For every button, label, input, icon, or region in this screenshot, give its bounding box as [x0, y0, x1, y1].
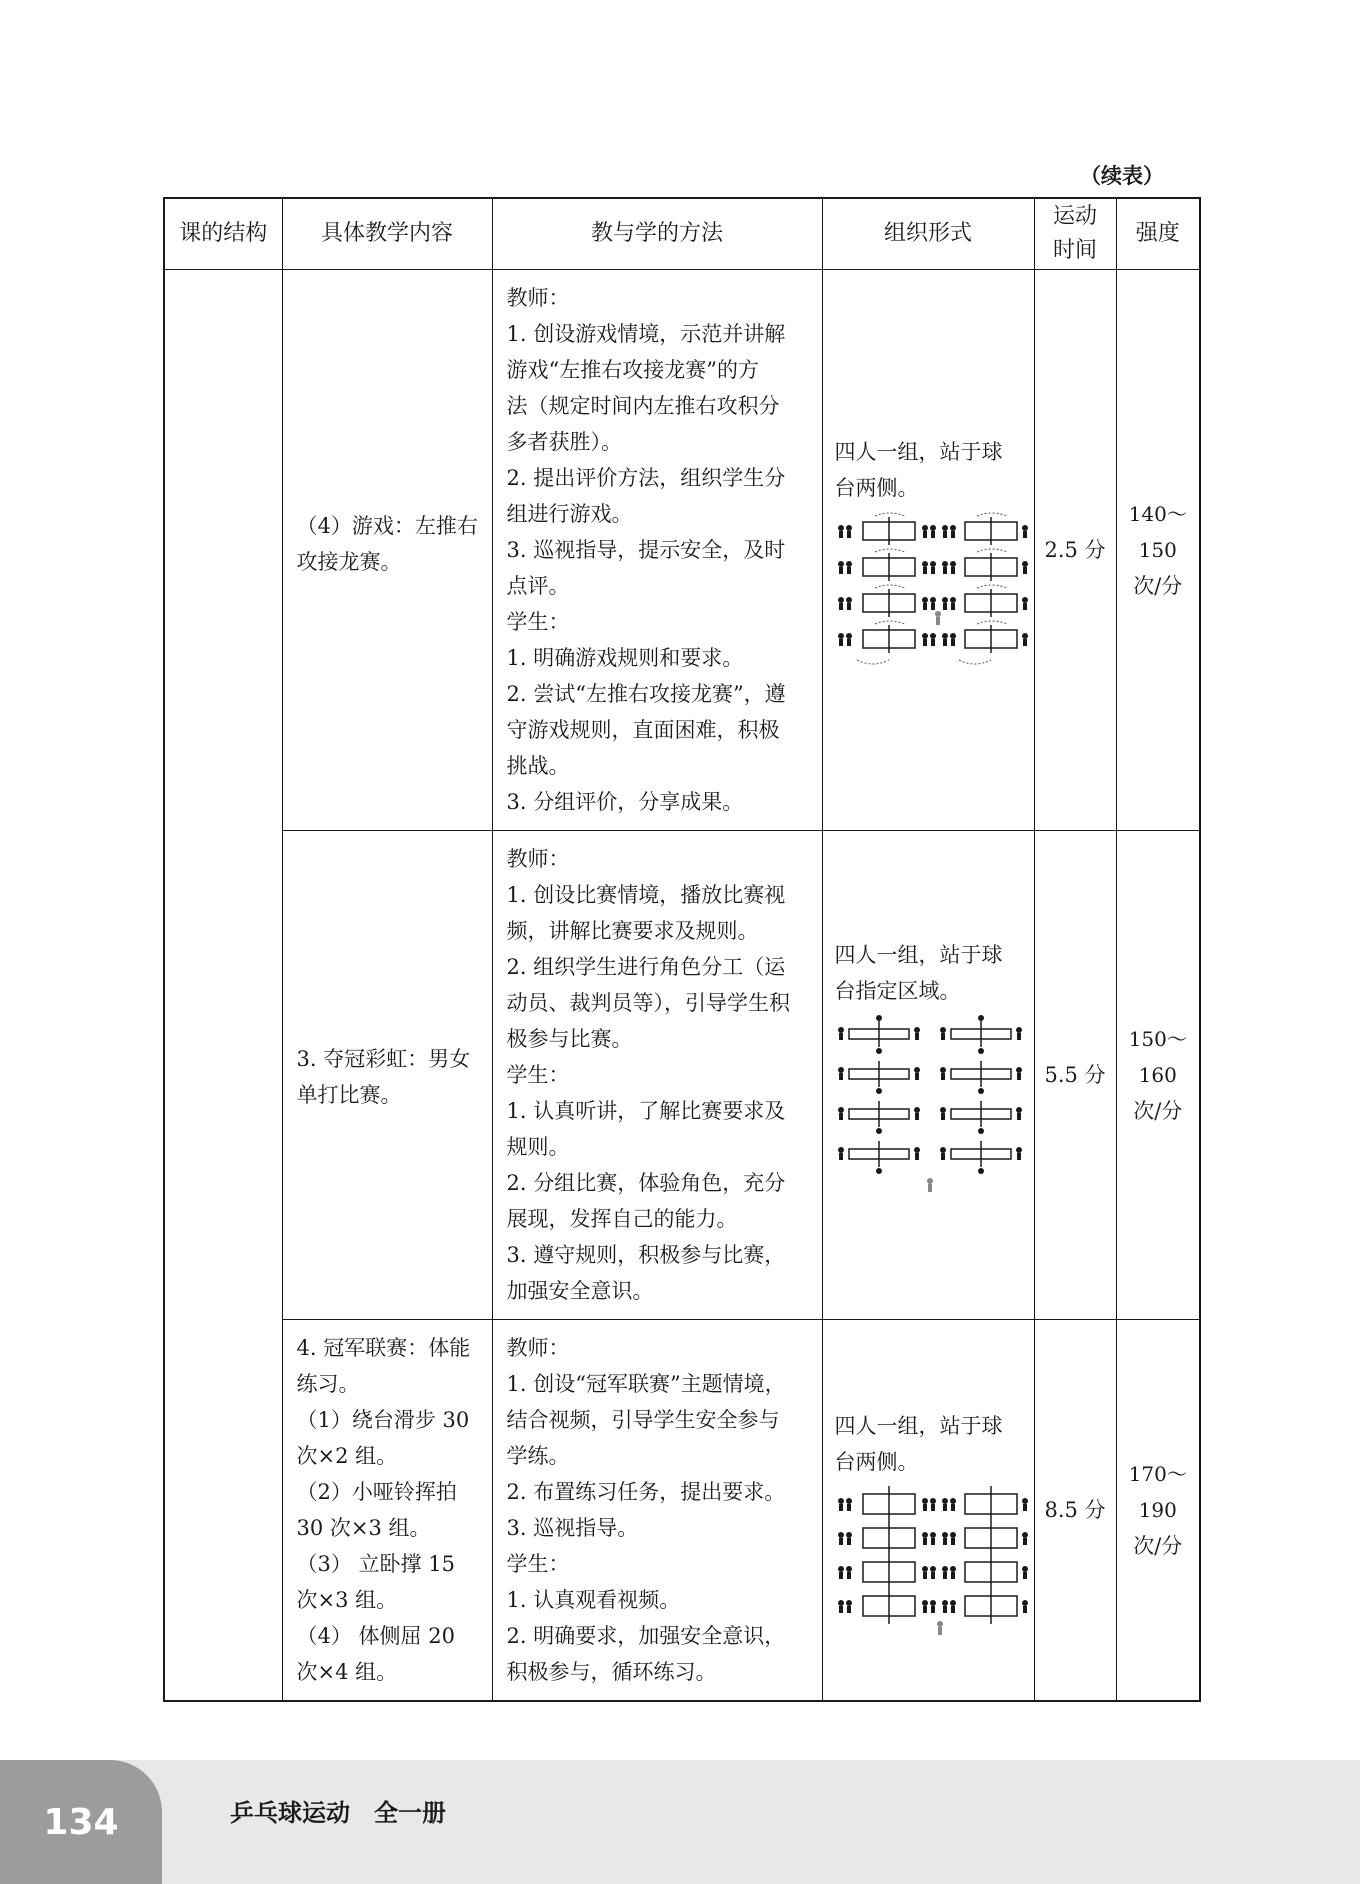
time-cell: 2.5 分	[1034, 270, 1116, 831]
table-group	[838, 1015, 920, 1054]
table-group	[942, 1486, 1028, 1522]
table-group	[838, 1486, 936, 1522]
method-line: 动员、裁判员等），引导学生积	[506, 991, 790, 1015]
teacher-marker	[927, 1178, 933, 1192]
intensity-line: 次/分	[1133, 1099, 1183, 1123]
table-group	[838, 1141, 920, 1174]
table-row	[164, 1320, 1200, 1702]
method-line: 展现，发挥自己的能力。	[506, 1207, 738, 1231]
table-row	[164, 831, 1200, 1320]
method-line: 2. 提出评价方法，组织学生分	[506, 466, 786, 490]
content-line: 4. 冠军联赛：体能	[296, 1336, 471, 1360]
method-line: 学生：	[506, 1552, 570, 1576]
method-line: 2. 布置练习任务，提出要求。	[506, 1480, 786, 1504]
intensity-line: 次/分	[1133, 574, 1183, 598]
method-cell	[492, 1320, 822, 1702]
header-row	[164, 198, 1200, 270]
organization-cell	[822, 270, 1034, 831]
table-group	[838, 1590, 936, 1624]
intensity-line: 次/分	[1133, 1534, 1183, 1558]
method-line: 组进行游戏。	[506, 502, 633, 526]
method-cell	[492, 831, 822, 1320]
table-group	[838, 1061, 920, 1094]
header-intensity: 强度	[1116, 198, 1200, 270]
header-time	[1034, 198, 1116, 270]
organization-line: 台两侧。	[834, 1450, 919, 1474]
content-line: 攻接龙赛。	[296, 550, 402, 574]
table-group	[940, 1141, 1022, 1174]
formation-diagram-match	[835, 1015, 1031, 1195]
method-line: 3. 分组评价，分享成果。	[506, 790, 744, 814]
method-line: 3. 遵守规则，积极参与比赛，	[506, 1243, 786, 1267]
intensity-line: 170～	[1128, 1462, 1187, 1486]
table-group	[942, 1556, 1028, 1590]
method-line: 结合视频，引导学生安全参与	[506, 1408, 780, 1432]
table-row	[164, 270, 1200, 831]
method-line: 3. 巡视指导，提示安全，及时	[506, 538, 786, 562]
method-line: 游戏“左推右攻接龙赛”的方	[506, 358, 759, 382]
right-column-tables	[942, 517, 1028, 653]
teacher-marker	[935, 611, 941, 625]
method-line: 多者获胜）。	[506, 430, 622, 454]
table-group	[942, 589, 1028, 617]
method-line: 教师：	[506, 286, 570, 310]
content-line: （1）绕台滑步 30	[296, 1408, 470, 1432]
method-line: 1. 创设游戏情境，示范并讲解	[506, 322, 786, 346]
table-group	[942, 625, 1028, 653]
formation-diagram-game	[835, 512, 1031, 682]
method-line: 1. 认真观看视频。	[506, 1588, 681, 1612]
method-line: 守游戏规则，直面困难，积极	[506, 718, 780, 742]
method-line: 1. 创设“冠军联赛”主题情境，	[506, 1372, 786, 1396]
header-structure: 课的结构	[164, 198, 282, 270]
method-line: 1. 明确游戏规则和要求。	[506, 646, 744, 670]
method-line: 2. 组织学生进行角色分工（运	[506, 955, 786, 979]
table-group	[838, 625, 936, 653]
method-line: 极参与比赛。	[506, 1027, 633, 1051]
intensity-line: 160	[1138, 1063, 1177, 1087]
organization-cell	[822, 831, 1034, 1320]
content-line: （4）游戏：左推右	[296, 514, 478, 538]
right-column-tables	[942, 1486, 1028, 1624]
page-number: 134	[0, 1760, 162, 1884]
table-group	[942, 1522, 1028, 1556]
content-cell	[282, 270, 492, 831]
time-cell: 8.5 分	[1034, 1320, 1116, 1702]
organization-line: 四人一组，站于球	[834, 943, 1003, 967]
table-group	[838, 1522, 936, 1556]
organization-cell	[822, 1320, 1034, 1702]
right-column-tables	[940, 1015, 1022, 1174]
method-line: 法（规定时间内左推右攻积分	[506, 394, 780, 418]
organization-line: 四人一组，站于球	[834, 440, 1003, 464]
intensity-cell	[1116, 831, 1200, 1320]
method-line: 加强安全意识。	[506, 1279, 654, 1303]
header-method: 教与学的方法	[492, 198, 822, 270]
content-line: 30 次×3 组。	[296, 1516, 431, 1540]
content-line: 单打比赛。	[296, 1083, 402, 1107]
method-line: 学生：	[506, 1063, 570, 1087]
content-line: 次×2 组。	[296, 1444, 398, 1468]
method-line: 教师：	[506, 1336, 570, 1360]
lesson-plan-table	[163, 197, 1201, 1702]
content-line: 次×4 组。	[296, 1660, 398, 1684]
method-line: 频，讲解比赛要求及规则。	[506, 919, 759, 943]
method-line: 规则。	[506, 1135, 570, 1159]
content-line: （4） 体侧屈 20	[296, 1624, 455, 1648]
book-title: 乒乓球运动 全一册	[230, 1799, 446, 1827]
intensity-line: 150～	[1128, 1027, 1187, 1051]
header-time-line: 时间	[1052, 238, 1097, 263]
content-line: 3. 夺冠彩虹：男女	[296, 1047, 471, 1071]
table-group	[838, 1101, 920, 1134]
structure-cell	[164, 270, 282, 1702]
time-cell: 5.5 分	[1034, 831, 1116, 1320]
organization-line: 台两侧。	[834, 476, 919, 500]
method-line: 3. 巡视指导。	[506, 1516, 639, 1540]
content-line: （3） 立卧撑 15	[296, 1552, 455, 1576]
header-organization: 组织形式	[822, 198, 1034, 270]
formation-diagram-fitness	[835, 1486, 1031, 1636]
footer-band	[0, 1760, 1360, 1884]
content-line: 练习。	[296, 1372, 360, 1396]
teacher-marker	[937, 1621, 943, 1635]
method-line: 积极参与，循环练习。	[506, 1660, 717, 1684]
content-line: （2）小哑铃挥拍	[296, 1480, 457, 1504]
organization-line: 四人一组，站于球	[834, 1414, 1003, 1438]
table-group	[942, 1590, 1028, 1624]
method-line: 2. 明确要求，加强安全意识，	[506, 1624, 786, 1648]
method-line: 2. 尝试“左推右攻接龙赛”，遵	[506, 682, 786, 706]
method-cell	[492, 270, 822, 831]
intensity-cell	[1116, 1320, 1200, 1702]
header-content: 具体教学内容	[282, 198, 492, 270]
content-line: 次×3 组。	[296, 1588, 398, 1612]
left-column-tables	[838, 1015, 920, 1174]
header-time-line: 运动	[1052, 204, 1097, 229]
table-group	[838, 553, 936, 581]
method-line: 教师：	[506, 847, 570, 871]
method-line: 挑战。	[506, 754, 570, 778]
table-group	[838, 589, 936, 617]
method-line: 点评。	[506, 574, 570, 598]
method-line: 1. 认真听讲，了解比赛要求及	[506, 1099, 786, 1123]
content-cell	[282, 1320, 492, 1702]
intensity-line: 140～	[1128, 502, 1187, 526]
continued-label: （续表）	[1080, 164, 1164, 188]
method-line: 1. 创设比赛情境，播放比赛视	[506, 883, 786, 907]
left-column-tables	[838, 1486, 936, 1624]
table-group	[942, 553, 1028, 581]
content-cell	[282, 831, 492, 1320]
method-line: 2. 分组比赛，体验角色，充分	[506, 1171, 786, 1195]
organization-line: 台指定区域。	[834, 979, 961, 1003]
table-group	[940, 1015, 1022, 1054]
intensity-line: 190	[1138, 1498, 1177, 1522]
method-line: 学练。	[506, 1444, 570, 1468]
table-group	[838, 517, 936, 545]
table-group	[940, 1101, 1022, 1134]
intensity-line: 150	[1138, 538, 1177, 562]
table-group	[940, 1061, 1022, 1094]
method-line: 学生：	[506, 610, 570, 634]
intensity-cell	[1116, 270, 1200, 831]
table-group	[838, 1556, 936, 1590]
table-group	[942, 517, 1028, 545]
